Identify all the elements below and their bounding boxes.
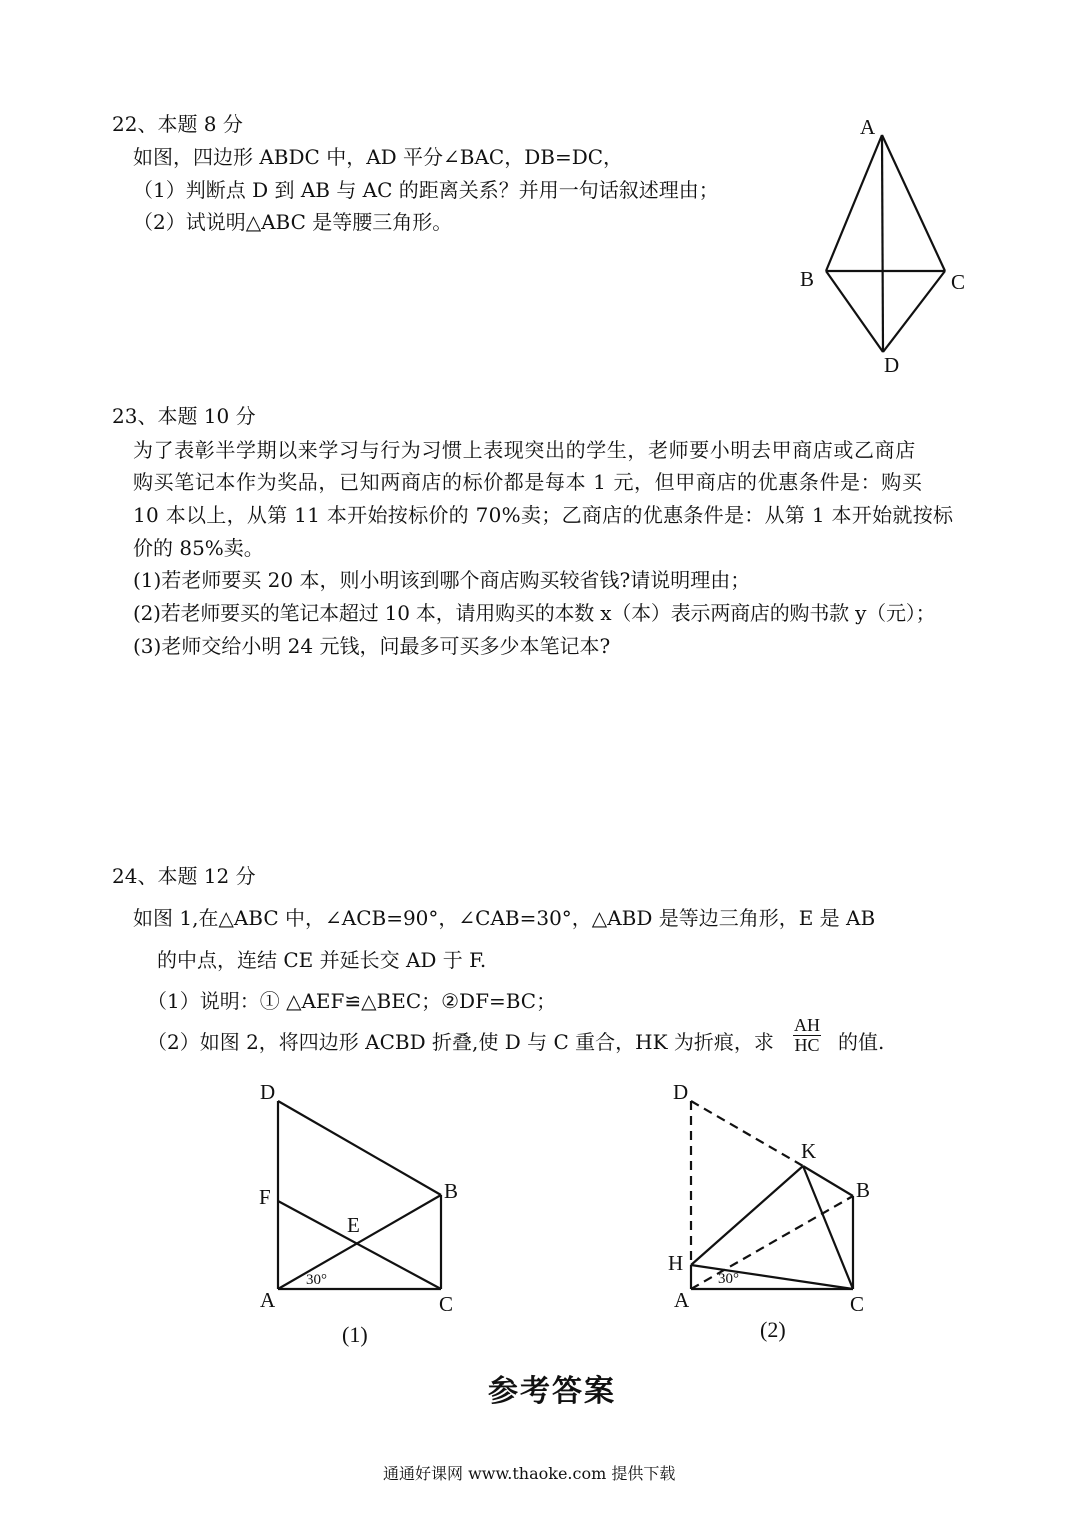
fraction-numerator: AH <box>794 1015 820 1035</box>
fraction-denominator: HC <box>794 1034 820 1055</box>
q24-heading: 24、本题 12 分 <box>112 864 256 888</box>
fig2-label-c: C <box>850 1292 865 1316</box>
q23-heading: 23、本题 10 分 <box>112 404 256 428</box>
q23-part3: (3)老师交给小明 24 元钱，问最多可买多少本笔记本? <box>133 634 611 658</box>
fig1-label-b: B <box>444 1179 459 1203</box>
q22-label-b: B <box>800 267 815 291</box>
q22-part2: （2）试说明△ABC 是等腰三角形。 <box>133 210 453 234</box>
fig1-label-f: F <box>259 1185 271 1209</box>
fig1-caption: (1) <box>342 1322 368 1347</box>
q22-label-d: D <box>884 353 900 377</box>
q23-para3: 10 本以上，从第 11 本开始按标价的 70%卖；乙商店的优惠条件是：从第 1 本开始就按标 <box>133 503 954 527</box>
q22-heading: 22、本题 8 分 <box>112 112 243 136</box>
q23-para4: 价的 85%卖。 <box>133 536 264 560</box>
q23-part2: (2)若老师要买的笔记本超过 10 本，请用购买的本数 x（本）表示两商店的购书款 y（元）； <box>133 601 936 625</box>
q24-line1: 如图 1,在△ABC 中，∠ACB=90°，∠CAB=30°，△ABD 是等边三角形，E 是 AB <box>133 906 876 930</box>
fig1-label-a: A <box>260 1288 276 1312</box>
fig1-label-e: E <box>347 1213 360 1237</box>
q23-part1: (1)若老师要买 20 本，则小明该到哪个商店购买较省钱?请说明理由； <box>133 568 751 592</box>
answers-title: 参考答案 <box>488 1374 616 1409</box>
q23-para2: 购买笔记本作为奖品，已知两商店的标价都是每本 1 元，但甲商店的优惠条件是：购买 <box>133 470 923 494</box>
fig2-angle-label: 30° <box>718 1271 739 1287</box>
q24-line2: 的中点，连结 CE 并延长交 AD 于 F. <box>157 948 487 972</box>
fig2-label-b: B <box>856 1178 871 1202</box>
q24-part2-a: （2）如图 2，将四边形 ACBD 折叠,使 D 与 C 重合，HK 为折痕，求 <box>147 1030 774 1054</box>
fig2-label-d: D <box>673 1080 689 1104</box>
q23-para1: 为了表彰半学期以来学习与行为习惯上表现突出的学生，老师要小明去甲商店或乙商店 <box>133 438 916 462</box>
fig2-label-k: K <box>801 1139 817 1163</box>
q24-part1: （1）说明：① △AEF≌△BEC；②DF=BC； <box>147 989 557 1013</box>
fig1-angle-label: 30° <box>306 1272 327 1288</box>
q24-part2-b: 的值. <box>838 1030 885 1054</box>
q22-label-c: C <box>951 270 966 294</box>
footer-text: 通通好课网 www.thaoke.com 提供下载 <box>383 1464 676 1483</box>
fig2-caption: (2) <box>760 1317 786 1342</box>
fig1-label-d: D <box>260 1080 276 1104</box>
fig2-label-a: A <box>674 1288 690 1312</box>
q22-line1: 如图，四边形 ABDC 中，AD 平分∠BAC，DB=DC， <box>133 145 624 169</box>
fig2-label-h: H <box>668 1251 684 1275</box>
q22-part1: （1）判断点 D 到 AB 与 AC 的距离关系？并用一句话叙述理由； <box>133 178 719 202</box>
q22-label-a: A <box>860 115 876 139</box>
fig1-label-c: C <box>439 1292 454 1316</box>
